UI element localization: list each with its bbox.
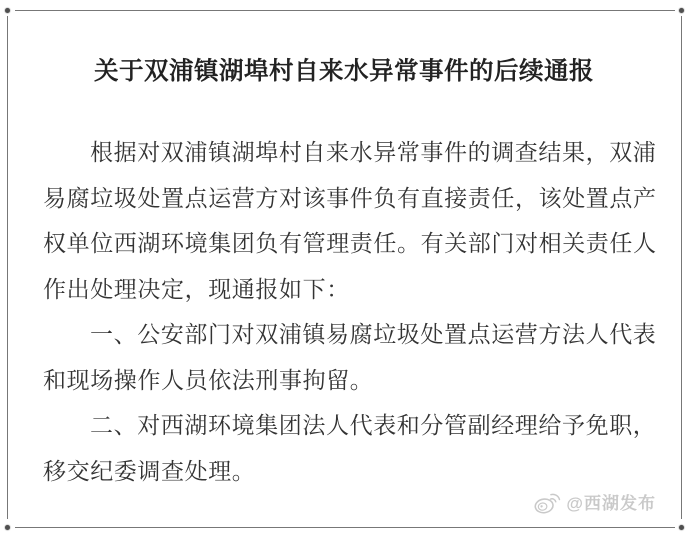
text-line: 二、对西湖环境集团法人代表和分管副经理给予免职， <box>90 413 657 438</box>
text-line: 易腐垃圾处置点运营方对该事件负有直接责任，该处置点产 <box>43 185 657 211</box>
frame-line-bottom <box>15 527 675 528</box>
corner-dot-bottom-left <box>5 525 10 530</box>
paragraph <box>43 312 668 403</box>
text-line: 权单位西湖环境集团负有管理责任。有关部门对相关责任人 <box>43 231 657 256</box>
frame-line-right <box>681 16 682 519</box>
frame-line-left <box>7 16 8 519</box>
corner-dot-bottom-right <box>679 525 684 530</box>
frame-line-top <box>15 10 675 11</box>
watermark-handle: @西湖发布 <box>566 494 656 513</box>
corner-dot-top-right <box>679 8 684 13</box>
text-line: 一、公安部门对双浦镇易腐垃圾处置点运营方法人代表 <box>90 322 657 347</box>
weibo-icon <box>532 488 564 516</box>
text-line: 移交纪委调查处理。 <box>43 458 256 484</box>
text-line: 和现场操作人员依法刑事拘留。 <box>43 367 374 393</box>
corner-dot-top-left <box>5 8 10 13</box>
text-line: 根据对双浦镇湖埠村自来水异常事件的调查结果，双浦 <box>90 140 657 165</box>
paragraph <box>43 403 668 494</box>
text-line: 作出处理决定，现通报如下： <box>43 276 350 302</box>
weibo-watermark <box>533 489 656 514</box>
notice-title: 关于双浦镇湖埠村自来水异常事件的后续通报 <box>94 58 594 85</box>
notice-body <box>43 130 668 494</box>
paragraph <box>43 130 668 312</box>
